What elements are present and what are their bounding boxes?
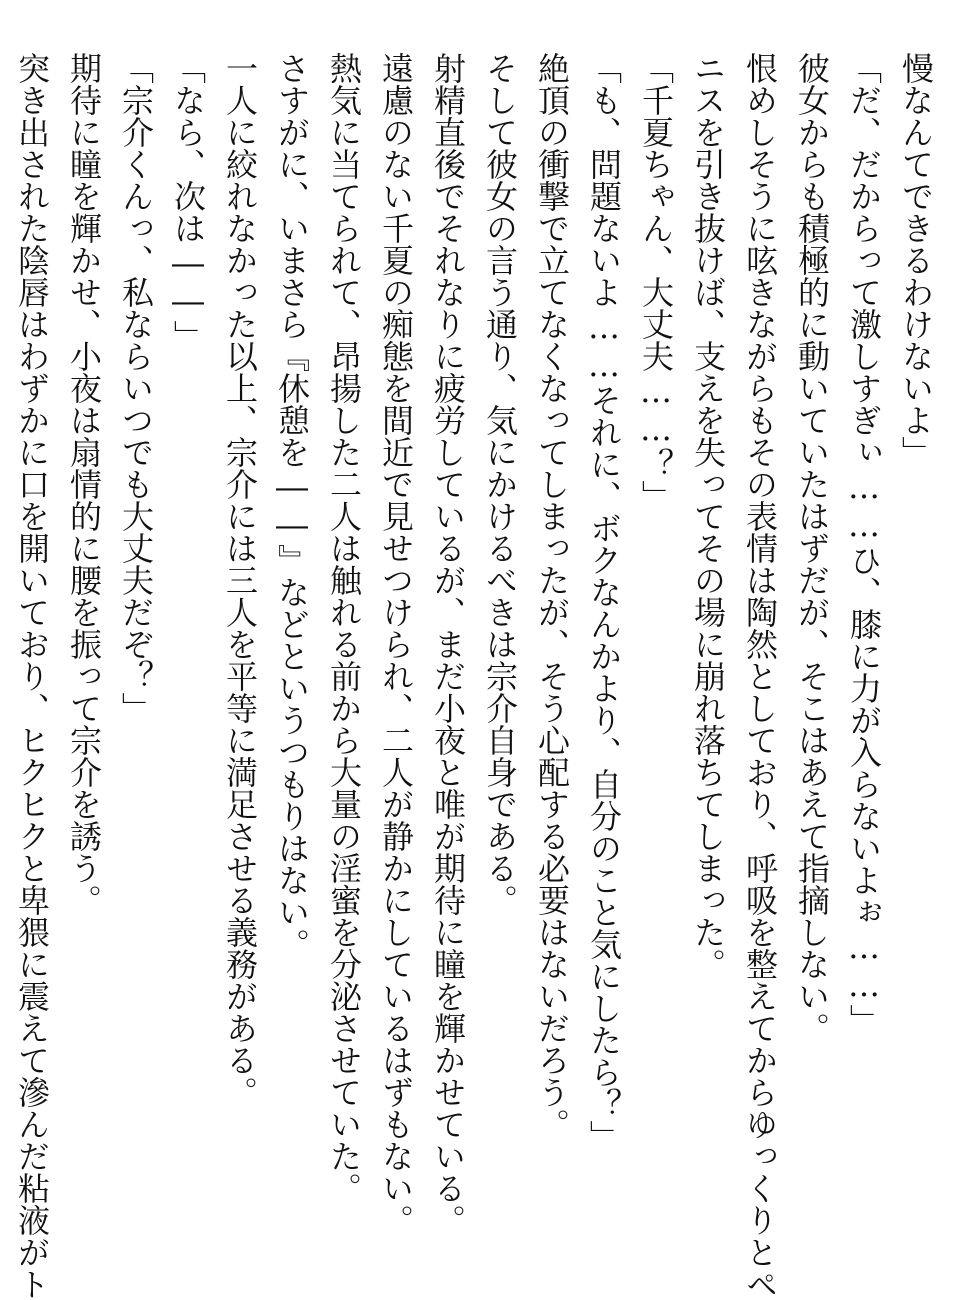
text-line-9: そして彼女の言う通り、気にかけるべきは宗介自身である。 xyxy=(481,52,519,916)
text-line-13: さすがに、いまさら『休憩を――』などというつもりはない。 xyxy=(273,52,311,960)
text-line-17: 期待に瞳を輝かせ、小夜は扇情的に腰を振って宗介を誘う。 xyxy=(65,52,103,916)
text-line-6: 「千夏ちゃん、大丈夫……？」 xyxy=(637,52,675,512)
text-line-18: 突き出された陰唇はわずかに口を開いており、ヒクヒクと卑猥に震えて滲んだ粘液がト xyxy=(13,52,51,1300)
text-line-14: 一人に絞れなかった以上、宗介には三人を平等に満足させる義務がある。 xyxy=(221,52,259,1108)
text-line-8: 絶頂の衝撃で立てなくなってしまったが、そう心配する必要はないだろう。 xyxy=(533,52,571,1140)
text-line-12: 熱気に当てられて、昂揚した二人は触れる前から大量の淫蜜を分泌させていた。 xyxy=(325,52,363,1204)
text-line-3: 彼女からも積極的に動いていたはずだが、そこはあえて指摘しない。 xyxy=(793,52,831,1044)
text-line-1: 慢なんてできるわけないよ」 xyxy=(897,52,935,468)
text-line-5: ニスを引き抜けば、支えを失ってその場に崩れ落ちてしまった。 xyxy=(689,52,727,980)
text-line-2: 「だ、だからって激しすぎぃ……ひ、膝に力が入らないよぉ……」 xyxy=(845,52,883,1036)
text-line-10: 射精直後でそれなりに疲労しているが、まだ小夜と唯が期待に瞳を輝かせている。 xyxy=(429,52,467,1236)
text-line-4: 恨めしそうに呟きながらもその表情は陶然としており、呼吸を整えてからゆっくりとペ xyxy=(741,52,779,1300)
text-line-15: 「なら、次は――」 xyxy=(169,52,207,352)
text-line-11: 遠慮のない千夏の痴態を間近で見せつけられ、二人が静かにしているはずもない。 xyxy=(377,52,415,1236)
text-line-7: 「も、問題ないよ……それに、ボクなんかより、自分のこと気にしたら？」 xyxy=(585,52,623,1152)
text-line-16: 「宗介くんっ、私ならいつでも大丈夫だぞ？」 xyxy=(117,52,155,724)
